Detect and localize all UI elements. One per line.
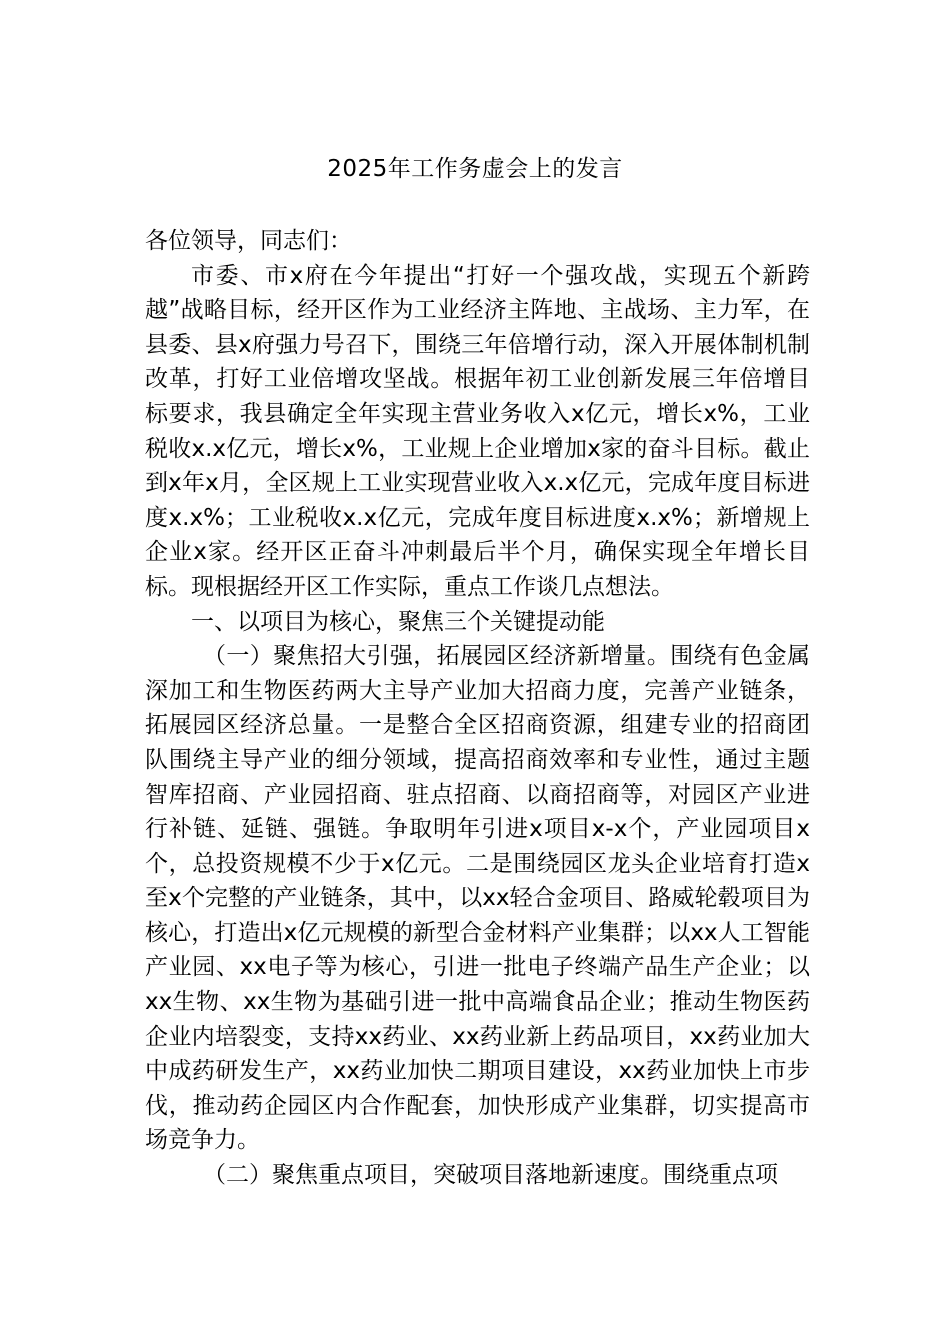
paragraph-subsection-1: （一）聚焦招大引强，拓展园区经济新增量。围绕有色金属深加工和生物医药两大主导产业加大招商力度，完善产业链条，拓展园区经济总量。一是整合全区招商资源，组建专业的招商团队围绕主导产业的细分领域，提高招商效率和专业性，通过主题智库招商、产业园招商、驻点招商、以商招商等，对园区产业进行补链、延链、强链。争取明年引进x项目x-x个，产业园项目x个，总投资规模不少于x亿元。二是围绕园区龙头企业培育打造x至x个完整的产业链条，其中，以xx轻合金项目、路威轮毂项目为核心，打造出x亿元规模的新型合金材料产业集群；以xx人工智能产业园、xx电子等为核心，引进一批电子终端产品生产企业；以xx生物、xx生物为基础引进一批中高端食品企业；推动生物医药企业内培裂变，支持xx药业、xx药业新上药品项目，xx药业加大中成药研发生产，xx药业加快二期项目建设，xx药业加快上市步伐，推动药企园区内合作配套，加快形成产业集群，切实提高市场竞争力。 — [145, 643, 810, 1154]
paragraph-subsection-2: （二）聚焦重点项目，突破项目落地新速度。围绕重点项 — [203, 1162, 778, 1189]
section-heading-1: 一、以项目为核心，聚焦三个关键提动能 — [191, 608, 605, 635]
document-body — [145, 224, 810, 1193]
paragraph-intro: 市委、市x府在今年提出“打好一个强攻战，实现五个新跨越”战略目标，经开区作为工业经济主阵地、主战场、主力军，在县委、县x府强力号召下，围绕三年倍增行动，深入开展体制机制改革，打好工业倍增攻坚战。根据年初工业创新发展三年倍增目标要求，我县确定全年实现主营业务收入x亿元，增长x%，工业税收x.x亿元，增长x%，工业规上企业增加x家的奋斗目标。截止到x年x月，全区规上工业实现营业收入x.x亿元，完成年度目标进度x.x%；工业税收x.x亿元，完成年度目标进度x.x%；新增规上企业x家。经开区正奋斗冲刺最后半个月，确保实现全年增长目标。现根据经开区工作实际，重点工作谈几点想法。 — [145, 262, 810, 600]
salutation: 各位领导，同志们： — [145, 228, 352, 254]
document-title: 2025年工作务虚会上的发言 — [327, 156, 623, 182]
